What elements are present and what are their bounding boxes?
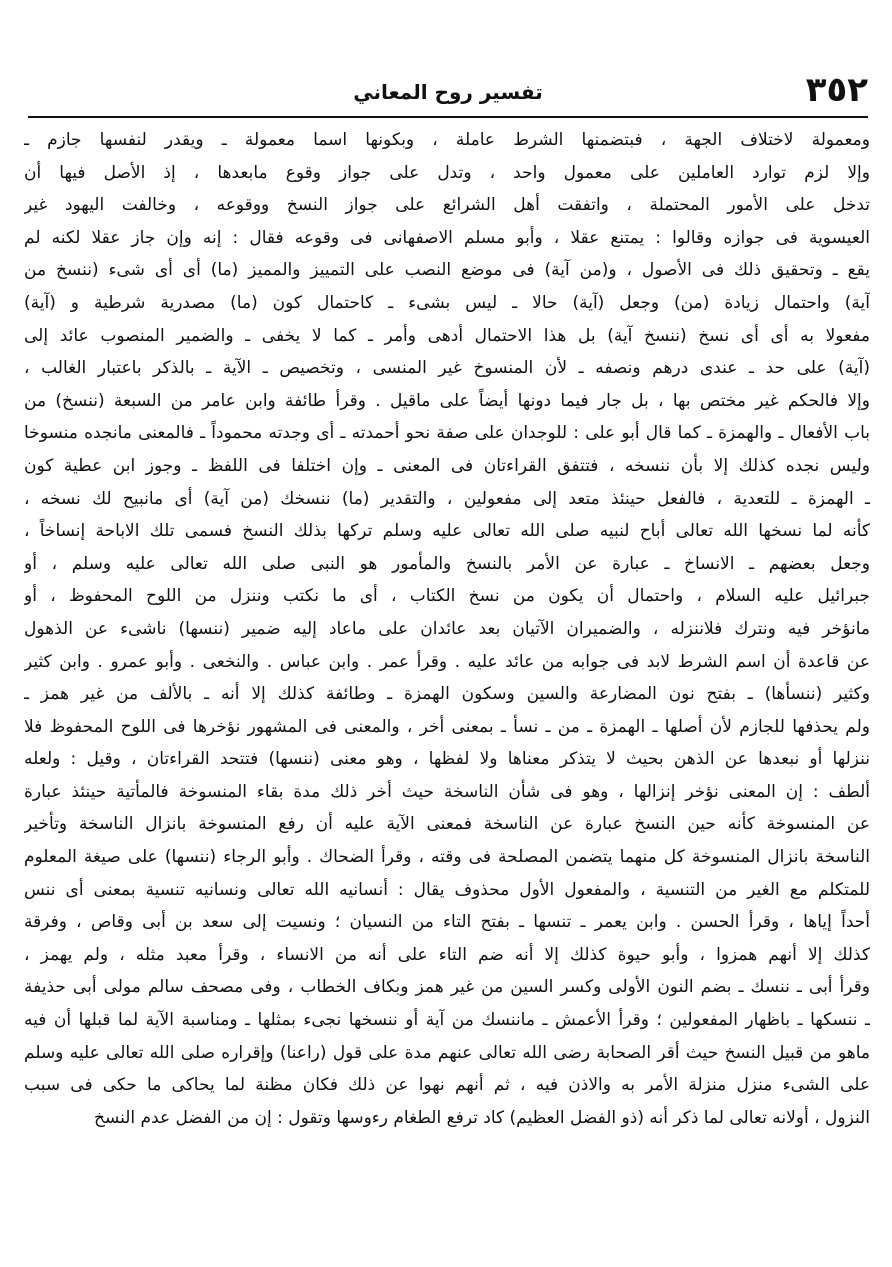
text-line: ولم يحذفها للجازم لأن أصلها ـ الهمزة ـ من ـ نسأ ـ بمعنى أخر ، والمعنى فى المشهور نؤخرها فى اللوح المحفوظ فلا [24,716,870,737]
text-line: ننزلها أو نبعدها عن الذهن بحيث لا يتذكر معناها ولا لفظها ، وهو معنى (ننسها) فتتحد القراءتان ، وقيل : ولعله [24,749,870,770]
text-line: وليس نجده كذلك إلا بأن ننسخه ، فتتفق القراءتان فى المعنى ـ وإن اختلفا فى اللفظ ـ وجوز ابن عطية كون [24,455,870,476]
header-divider [28,116,868,118]
text-line: كذلك إلا أنهم همزوا ، وأبو حيوة كذلك إلا أنه ضم التاء على أنه من الانساء ، وقرأ معبد مثله ، ولم يهمز ، [24,944,870,965]
text-line: كأنه لما نسخها الله تعالى أباح لنبيه صلى الله تعالى عليه وسلم تركها بذلك النسخ فسمى تلك الاباحة إنساخاً ، [24,521,870,542]
text-line: يقع ـ وتحقيق ذلك فى الأصول ، و(من آية) فى موضع النصب على التمييز والمميز (ما) أى أى شىء (ننسخ من [24,260,870,281]
text-line: مفعولا به أى أى نسخ (ننسخ آية) بل هذا الاحتمال أدهى وأمر ـ كما لا يخفى ـ والضمير المنصوب عائد إلى [24,325,870,346]
running-title: تفسير روح المعاني [353,80,543,104]
text-line: عن قاعدة أن اسم الشرط لابد فى جوابه من عائد عليه . وقرأ عمر . وابن عباس . والنخعى . وأبو عمرو . وابن كثير [24,651,870,672]
text-line: للمتكلم مع الغير من التنسية ، والمفعول الأول محذوف يقال : أنسانيه الله تعالى ونسانيه تنسية بمعنى أى ننس [24,879,870,900]
body-text [24,124,870,1134]
text-line: العيسوية فى جوازه وقالوا : يمتنع عقلا ، وأبو مسلم الاصفهانى فى وقوعه فقال : إنه وإن جاز عقلا لكنه لم [24,227,870,248]
text-line: آية) واحتمال زيادة (من) وجعل (آية) حالا ـ ليس بشىء ـ كاحتمال كون (ما) مصدرية شرطية و (آية) [24,292,870,313]
text-line: تدخل على الأمور المحتملة ، واتفقت أهل الشرائع على جواز النسخ ووقوعه ، وخالفت اليهود غير [24,195,870,216]
text-line: عن المنسوخة كأنه حين النسخ عبارة عن الناسخة فمعنى الآية عليه أن رفع المنسوخة بانزال الناسخة وتأخير [24,814,870,835]
text-line: وإلا لزم توارد العاملين على معمول واحد ، وتدل على جواز وقوع مابعدها ، إذ الأصل فيها أن [24,162,870,183]
text-line: باب الأفعال ـ والهمزة ـ كما قال أبو على : للوجدان على صفة نحو أحمدته ـ أى وجدته محموداً ـ فالمعنى مانجده منسوخا [24,423,870,444]
text-line: أحداً إياها ، وقرأ الحسن . وابن يعمر ـ تنسها ـ بفتح التاء من النسيان ؛ ونسيت إلى سعد بن أبى وقاص ، وفرقة [24,912,870,933]
text-line: ماهو من قبيل النسخ حيث أقر الصحابة رضى الله تعالى عنهم مدة على قول (راعنا) وإقراره صلى الله تعالى عليه وسلم [24,1042,870,1063]
text-line: جبرائيل عليه السلام ، واحتمال أن يكون من نسخ الكتاب ، أى ما نكتب وننزل من اللوح المحفوظ ، أو [24,586,870,607]
page-header [28,70,868,114]
text-line: النزول ، أولانه تعالى لما ذكر أنه (ذو الفضل العظيم) كاد ترفع الطغام رءوسها وتقول : إن من الفضل عدم النسخ [93,1107,870,1128]
text-line: ـ ننسكها ـ باظهار المفعولين ؛ وقرأ الأعمش ـ ماننسك من آية أو ننسخها نجىء بمثلها ـ ومناسبة الآية لما قبلها أن فيه [24,1010,870,1031]
text-line: (آية) على حد ـ عندى درهم ونصفه ـ لأن المنسوخ غير المنسى ، وتخصيص ـ الآية ـ بالذكر باعتبار الغالب ، [24,358,870,379]
text-line: ـ الهمزة ـ للتعدية ، فالفعل حينئذ متعد إلى مفعولين ، والتقدير (ما) ننسخك (من آية) أى مانبيح لك نسخه ، [24,488,870,509]
text-line: مانؤخر فيه ونترك فلاننزله ، والضميران الآتيان بعد عائدان على ماعاد إليه ضمير (ننسها) ناشىء عن الذهول [24,618,870,639]
page-number: ٣٥٢ [805,70,868,110]
text-line: وإلا فالحكم غير مختص بها ، بل جار فيما دونها أيضاً على ماقيل . وقرأ طائفة وابن عامر من السبعة (ننسخ) من [24,390,870,411]
text-line: وقرأ أبى ـ ننسك ـ بضم النون الأولى وكسر السين من غير همز وبكاف الخطاب ، وفى مصحف سالم مولى أبى حذيفة [24,977,870,998]
text-line: وكثير (ننسأها) ـ بفتح نون المضارعة والسين وسكون الهمزة ـ وطائفة كذلك إلا أنه ـ بالألف من غير همز ـ [24,684,870,705]
text-line: وجعل بعضهم ـ الانساخ ـ عبارة عن الأمر بالنسخ والمأمور هو النبى صلى الله تعالى عليه وسلم ، أو [24,553,870,574]
text-line: ألطف : إن المعنى نؤخر إنزالها ، وهو فى شأن الناسخة حيث أخر ذلك مدة بقاء المنسوخة فالمأتية حينئذ عبارة [24,781,870,802]
text-line: ومعمولة لاختلاف الجهة ، فبتضمنها الشرط عاملة ، وبكونها اسما معمولة ـ ويقدر لنفسها جازم ـ [24,130,870,150]
text-line: الناسخة بانزال المنسوخة كل منهما يتضمن المصلحة فى وقته ، وقرأ الضحاك . وأبو الرجاء (ننسها) على صيغة المعلوم [24,847,870,868]
text-line: على الشىء منزل منزلة الأمر به والاذن فيه ، ثم أنهم نهوا عن ذلك فكان مظنة لما يحاكى ما حكى فى سبب [24,1075,870,1096]
